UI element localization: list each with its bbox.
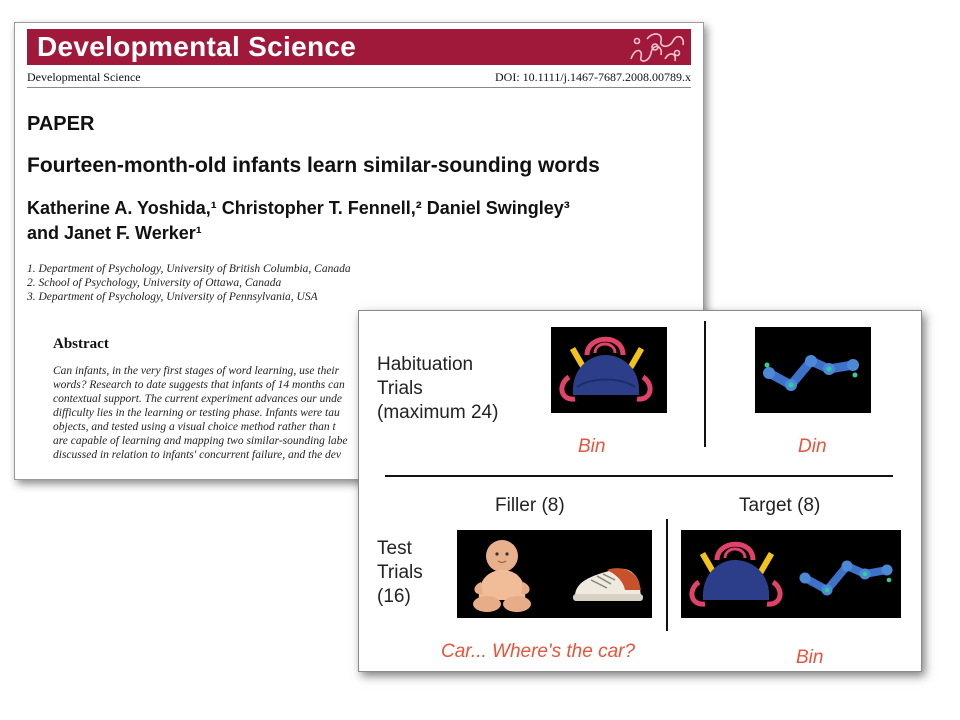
experiment-figure xyxy=(358,310,922,672)
test-label-line: Test xyxy=(377,538,412,559)
authors-line: and Janet F. Werker¹ xyxy=(27,223,202,243)
abstract-line: objects, and tested using a visual choice method rather than t xyxy=(53,421,336,433)
abstract-heading: Abstract xyxy=(53,336,109,352)
affiliation: 2. School of Psychology, University of Ottawa, Canada xyxy=(27,277,282,289)
paper-type-label: PAPER xyxy=(27,113,95,135)
authors-line: Katherine A. Yoshida,¹ Christopher T. Fennell,² Daniel Swingley³ xyxy=(27,198,570,218)
abstract-line: contextual support. The current experiment advances our unde xyxy=(53,393,342,405)
filler-word: Car... Where's the car? xyxy=(441,641,636,662)
habituation-label-line: Trials xyxy=(377,378,423,399)
test-label-line: (16) xyxy=(377,586,411,607)
abstract-line: Can infants, in the very first stages of word learning, use their xyxy=(53,365,340,377)
habituation-bin-stimulus xyxy=(551,327,667,413)
filler-stimulus xyxy=(457,530,652,618)
hat-and-molecule-icon xyxy=(681,530,901,618)
baby-and-shoe-icon xyxy=(457,530,652,618)
abstract-line: discussed in relation to infants' concurrent failure, and the dev xyxy=(53,449,342,461)
habituation-word-din: Din xyxy=(798,436,827,457)
affiliation: 1. Department of Psychology, University of British Columbia, Canada xyxy=(27,263,351,275)
habituation-trials-label xyxy=(377,353,498,425)
abstract-line: difficulty lies in the learning or testing phase. Infants were tau xyxy=(53,407,340,419)
hat-object-icon xyxy=(551,327,667,413)
habituation-word-bin: Bin xyxy=(578,436,606,457)
abstract-line: are capable of learning and mapping two similar-sounding labe xyxy=(53,435,348,447)
doi-text: DOI: 10.1111/j.1467-7687.2008.00789.x xyxy=(495,70,691,84)
habituation-din-stimulus xyxy=(755,327,871,413)
habituation-label-line: Habituation xyxy=(377,354,474,375)
target-heading: Target (8) xyxy=(739,495,821,516)
test-trials-label xyxy=(377,537,423,609)
paper-title: Fourteen-month-old infants learn similar-sounding words xyxy=(27,154,600,177)
section-divider xyxy=(385,475,893,477)
target-word: Bin xyxy=(796,647,824,668)
journal-banner xyxy=(27,29,691,65)
header-divider xyxy=(27,87,691,88)
test-label-line: Trials xyxy=(377,562,423,583)
abstract-line: words? Research to date suggests that infants of 14 months can xyxy=(53,379,345,391)
affiliation: 3. Department of Psychology, University of Pennsylvania, USA xyxy=(27,291,318,303)
target-stimulus xyxy=(681,530,901,618)
journal-banner-title: Developmental Science xyxy=(37,31,357,62)
molecule-object-icon xyxy=(755,327,871,413)
journal-ornament-icon xyxy=(625,29,687,65)
filler-heading: Filler (8) xyxy=(495,495,565,516)
test-divider xyxy=(666,519,668,631)
journal-name: Developmental Science xyxy=(27,70,141,84)
habituation-label-line: (maximum 24) xyxy=(377,402,499,423)
habituation-divider xyxy=(704,321,706,447)
